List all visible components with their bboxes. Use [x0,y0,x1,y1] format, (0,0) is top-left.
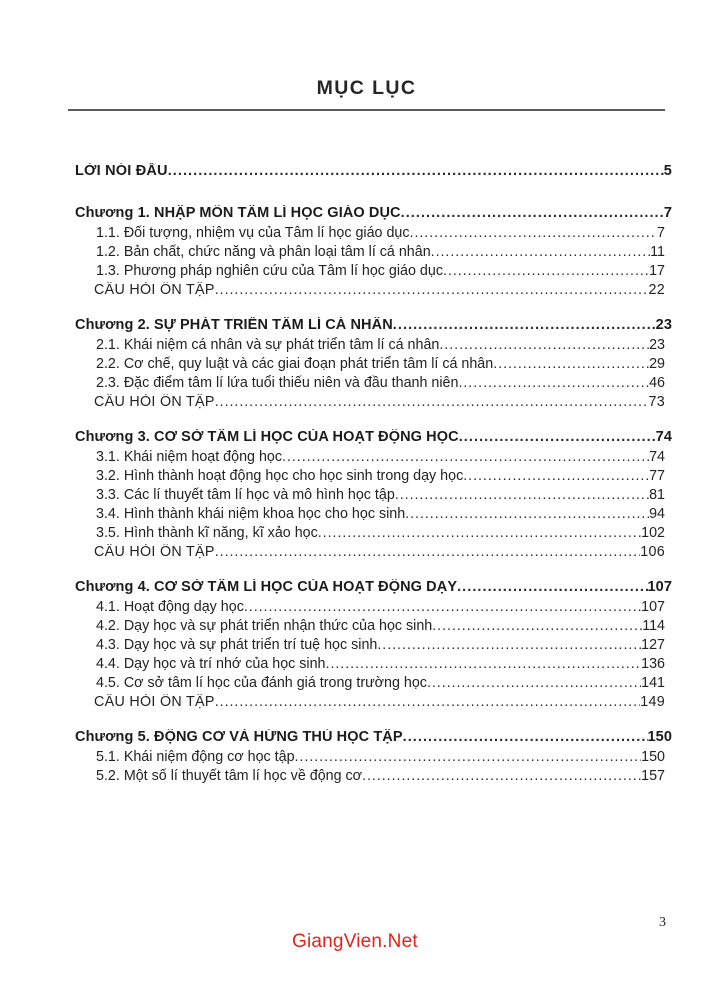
toc-entry-section-3-3[interactable] [96,487,665,503]
dot-leader [405,508,649,522]
toc-entry-section-5-1[interactable] [96,749,665,765]
dot-leader [318,527,641,541]
toc-entry-section-2-1[interactable] [96,337,665,353]
toc-entry-review-2-page-number: 73 [648,394,665,410]
dot-leader [215,284,649,298]
toc-entry-section-3-2-label: 3.2. Hình thành hoạt động học cho học sinh trong dạy học [96,468,464,484]
toc-entry-section-4-2-label: 4.2. Dạy học và sự phát triển nhận thức của học sinh [96,618,433,634]
dot-leader [168,165,664,180]
toc-entry-review-1-label: CÂU HỎI ÔN TẬP [94,282,215,298]
toc-entry-section-4-5-label: 4.5. Cơ sở tâm lí học của đánh giá trong trường học [96,675,427,691]
toc-entry-section-3-3-label: 3.3. Các lí thuyết tâm lí học và mô hình học tập [96,487,395,503]
dot-leader [463,470,649,484]
toc-entry-section-3-4[interactable] [96,506,665,522]
toc-entry-review-3-label: CÂU HỎI ÔN TẬP [94,544,215,560]
page-title: MỤC LỤC [316,77,417,99]
toc-entry-chapter-4-page-number: 107 [647,579,672,595]
toc-entry-chapter-1[interactable] [75,205,672,221]
dot-leader [459,431,656,446]
toc-entry-chapter-4[interactable] [75,579,672,595]
toc-entry-section-3-3-page-number: 81 [649,487,665,503]
toc-entry-section-2-2-label: 2.2. Cơ chế, quy luật và các giai đoạn phát triển tâm lí cá nhân [96,356,494,372]
chapter-group-2 [68,317,672,410]
toc-entry-chapter-3[interactable] [75,429,672,445]
toc-entry-section-2-3-page-number: 46 [649,375,665,391]
toc-entry-review-3-page-number: 106 [640,544,665,560]
toc-entry-section-2-1-page-number: 23 [649,337,665,353]
toc-entry-section-2-3[interactable] [96,375,665,391]
chapter-group-1 [68,205,672,298]
dot-leader [395,489,649,503]
toc-entry-section-3-2[interactable] [96,468,665,484]
toc-entry-chapter-5[interactable] [75,729,672,745]
toc-entry-chapter-2[interactable] [75,317,672,333]
toc-entry-review-1[interactable] [94,282,665,298]
chapter-group-5 [68,729,672,784]
dot-leader [458,377,649,391]
toc-entry-section-4-1[interactable] [96,599,665,615]
chapter-group-3 [68,429,672,560]
toc-entry-chapter-2-label: Chương 2. SỰ PHÁT TRIỂN TÂM LÍ CÁ NHÂN [75,317,393,333]
dot-leader [439,339,649,353]
toc-entry-section-3-5-page-number: 102 [641,525,665,541]
dot-leader [215,696,641,710]
toc-entry-section-4-3[interactable] [96,637,665,653]
dot-leader [401,207,664,222]
toc-entry-section-3-2-page-number: 77 [649,468,665,484]
toc-entry-section-5-1-label: 5.1. Khái niệm động cơ học tập [96,749,295,765]
chapter-group-4 [68,579,672,710]
toc-entry-section-4-4[interactable] [96,656,665,672]
dot-leader [215,396,649,410]
toc-entry-section-3-5-label: 3.5. Hình thành kĩ năng, kĩ xảo học [96,525,318,541]
toc-entry-chapter-4-label: Chương 4. CƠ SỞ TÂM LÍ HỌC CỦA HOẠT ĐỘNG DẠY [75,579,458,595]
toc-entry-section-4-1-page-number: 107 [641,599,665,615]
title-block [68,78,665,111]
toc-entry-section-1-3-page-number: 17 [649,263,665,279]
toc-entry-review-1-page-number: 22 [648,282,665,298]
toc-entry-section-3-5[interactable] [96,525,665,541]
dot-leader [377,639,641,653]
toc-entry-section-4-4-page-number: 136 [641,656,665,672]
toc-entry-section-5-1-page-number: 150 [641,749,665,765]
toc-entry-section-4-2-page-number: 114 [642,618,665,634]
toc-entry-section-1-1[interactable] [96,225,665,241]
dot-leader [326,658,642,672]
dot-leader [215,546,641,560]
dot-leader [432,620,642,634]
toc-entry-section-1-1-page-number: 7 [657,225,665,241]
toc-entry-chapter-1-label: Chương 1. NHẬP MÔN TÂM LÍ HỌC GIÁO DỤC [75,205,401,221]
toc-entry-section-4-5[interactable] [96,675,665,691]
toc-entry-section-2-1-label: 2.1. Khái niệm cá nhân và sự phát triển tâm lí cá nhân [96,337,440,353]
title-divider [68,109,665,111]
toc-entry-review-3[interactable] [94,544,665,560]
page-number: 3 [659,915,666,930]
dot-leader [393,319,656,334]
toc-entry-section-1-2[interactable] [96,244,665,260]
toc-entry-section-5-2[interactable] [96,768,665,784]
dot-leader [493,358,649,372]
toc-entry-section-3-1-page-number: 74 [649,449,665,465]
toc-entry-section-3-4-page-number: 94 [649,506,665,522]
toc-entry-review-4-page-number: 149 [640,694,665,710]
toc-entry-section-5-2-label: 5.2. Một số lí thuyết tâm lí học về động cơ [96,768,363,784]
toc-entry-review-2[interactable] [94,394,665,410]
toc-entry-review-4-label: CÂU HỎI ÔN TẬP [94,694,215,710]
toc-entry-review-2-label: CÂU HỎI ÔN TẬP [94,394,215,410]
dot-leader [410,227,658,241]
toc-entry-review-4[interactable] [94,694,665,710]
toc-entry-section-3-1[interactable] [96,449,665,465]
toc-entry-section-1-1-label: 1.1. Đối tượng, nhiệm vụ của Tâm lí học giáo dục [96,225,410,241]
toc-entry-section-2-2[interactable] [96,356,665,372]
dot-leader [431,246,651,260]
dot-leader [443,265,649,279]
toc-entry-section-4-1-label: 4.1. Hoạt động dạy học [96,599,244,615]
toc-entry-section-2-3-label: 2.3. Đặc điểm tâm lí lứa tuổi thiếu niên và đầu thanh niên [96,375,459,391]
toc-entry-section-4-5-page-number: 141 [641,675,665,691]
dot-leader [362,770,641,784]
toc-entry-preface[interactable] [75,163,672,179]
toc-entry-chapter-2-page-number: 23 [655,317,672,333]
toc-entry-section-1-2-label: 1.2. Bản chất, chức năng và phân loại tâm lí cá nhân [96,244,431,260]
dot-leader [457,581,647,596]
toc-entry-chapter-5-label: Chương 5. ĐỘNG CƠ VÀ HỨNG THÚ HỌC TẬP [75,729,403,745]
toc-entry-preface-page-number: 5 [663,163,672,179]
dot-leader [403,731,648,746]
table-of-contents [68,163,672,787]
toc-entry-section-1-3-label: 1.3. Phương pháp nghiên cứu của Tâm lí học giáo dục [96,263,443,279]
toc-entry-preface-label: LỜI NÓI ĐẦU [75,163,168,179]
toc-entry-chapter-3-label: Chương 3. CƠ SỞ TÂM LÍ HỌC CỦA HOẠT ĐỘNG HỌC [75,429,459,445]
toc-entry-section-4-3-label: 4.3. Dạy học và sự phát triển trí tuệ học sinh [96,637,378,653]
dot-leader [244,601,641,615]
toc-entry-section-4-2[interactable] [96,618,665,634]
toc-entry-section-3-4-label: 3.4. Hình thành khái niệm khoa học cho học sinh [96,506,406,522]
toc-entry-chapter-3-page-number: 74 [655,429,672,445]
toc-entry-section-3-1-label: 3.1. Khái niệm hoạt động học [96,449,282,465]
dot-leader [295,751,642,765]
watermark-giangvien: GiangVien.Net [292,931,418,952]
toc-entry-section-5-2-page-number: 157 [641,768,665,784]
dot-leader [282,451,649,465]
toc-entry-chapter-1-page-number: 7 [663,205,672,221]
toc-entry-section-1-2-page-number: 11 [650,244,665,260]
toc-entry-section-2-2-page-number: 29 [649,356,665,372]
toc-entry-section-1-3[interactable] [96,263,665,279]
dot-leader [427,677,641,691]
toc-entry-chapter-5-page-number: 150 [647,729,672,745]
toc-entry-section-4-4-label: 4.4. Dạy học và trí nhớ của học sinh [96,656,326,672]
toc-entry-section-4-3-page-number: 127 [641,637,665,653]
